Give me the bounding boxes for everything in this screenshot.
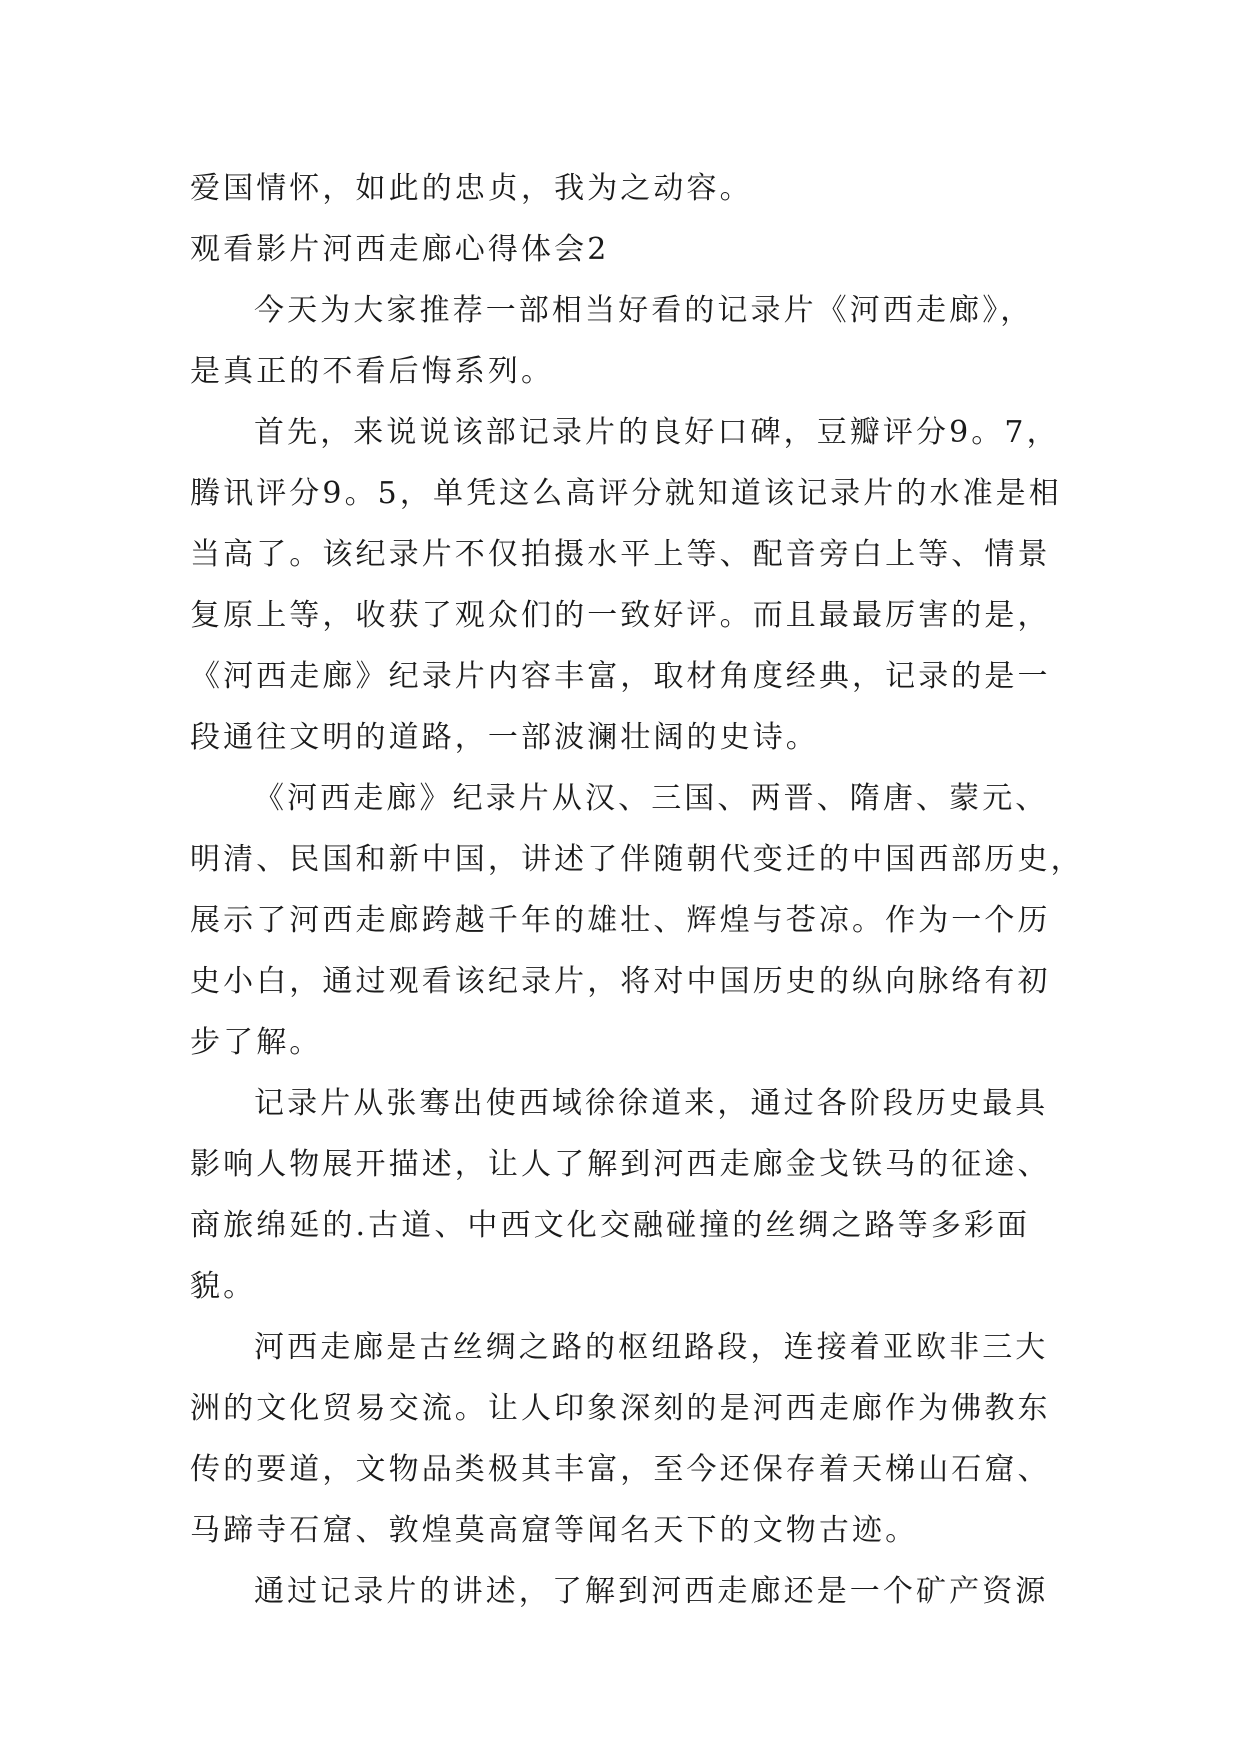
- text-line: 洲的文化贸易交流。让人印象深刻的是河西走廊作为佛教东: [190, 1391, 1051, 1426]
- text-line: 商旅绵延的.古道、中西文化交融碰撞的丝绸之路等多彩面: [190, 1208, 1031, 1243]
- text-line: 马蹄寺石窟、敦煌莫高窟等闻名天下的文物古迹。: [190, 1513, 919, 1548]
- text-line: 腾讯评分9。5，单凭这么高评分就知道该记录片的水准是相: [190, 476, 1062, 511]
- text-line: 今天为大家推荐一部相当好看的记录片《河西走廊》，: [254, 293, 1034, 328]
- text-line: 《河西走廊》纪录片内容丰富，取材角度经典，记录的是一: [190, 659, 1051, 694]
- text-line: 明清、民国和新中国，讲述了伴随朝代变迁的中国西部历史，: [190, 842, 1084, 877]
- text-line: 段通往文明的道路，一部波澜壮阔的史诗。: [190, 720, 819, 755]
- text-line: 传的要道，文物品类极其丰富，至今还保存着天梯山石窟、: [190, 1452, 1051, 1487]
- text-line: 貌。: [190, 1269, 257, 1304]
- text-line: 爱国情怀，如此的忠贞，我为之动容。: [190, 171, 753, 206]
- text-line: 展示了河西走廊跨越千年的雄壮、辉煌与苍凉。作为一个历: [190, 903, 1051, 938]
- text-line: 是真正的不看后悔系列。: [190, 354, 555, 389]
- text-line: 史小白，通过观看该纪录片，将对中国历史的纵向脉络有初: [190, 964, 1051, 999]
- text-line: 复原上等，收获了观众们的一致好评。而且最最厉害的是，: [190, 598, 1051, 633]
- text-line: 首先，来说说该部记录片的良好口碑，豆瓣评分9。7，: [254, 415, 1060, 450]
- text-line: 通过记录片的讲述，了解到河西走廊还是一个矿产资源: [254, 1574, 1049, 1609]
- text-line: 《河西走廊》纪录片从汉、三国、两晋、隋唐、蒙元、: [254, 781, 1049, 816]
- text-line: 记录片从张骞出使西域徐徐道来，通过各阶段历史最具: [254, 1086, 1049, 1121]
- document-body: [190, 158, 1084, 1622]
- text-line: 影响人物展开描述，让人了解到河西走廊金戈铁马的征途、: [190, 1147, 1051, 1182]
- section-heading: 观看影片河西走廊心得体会2: [190, 232, 610, 267]
- text-line: 河西走廊是古丝绸之路的枢纽路段，连接着亚欧非三大: [254, 1330, 1049, 1365]
- text-line: 步了解。: [190, 1025, 323, 1060]
- text-line: 当高了。该纪录片不仅拍摄水平上等、配音旁白上等、情景: [190, 537, 1051, 572]
